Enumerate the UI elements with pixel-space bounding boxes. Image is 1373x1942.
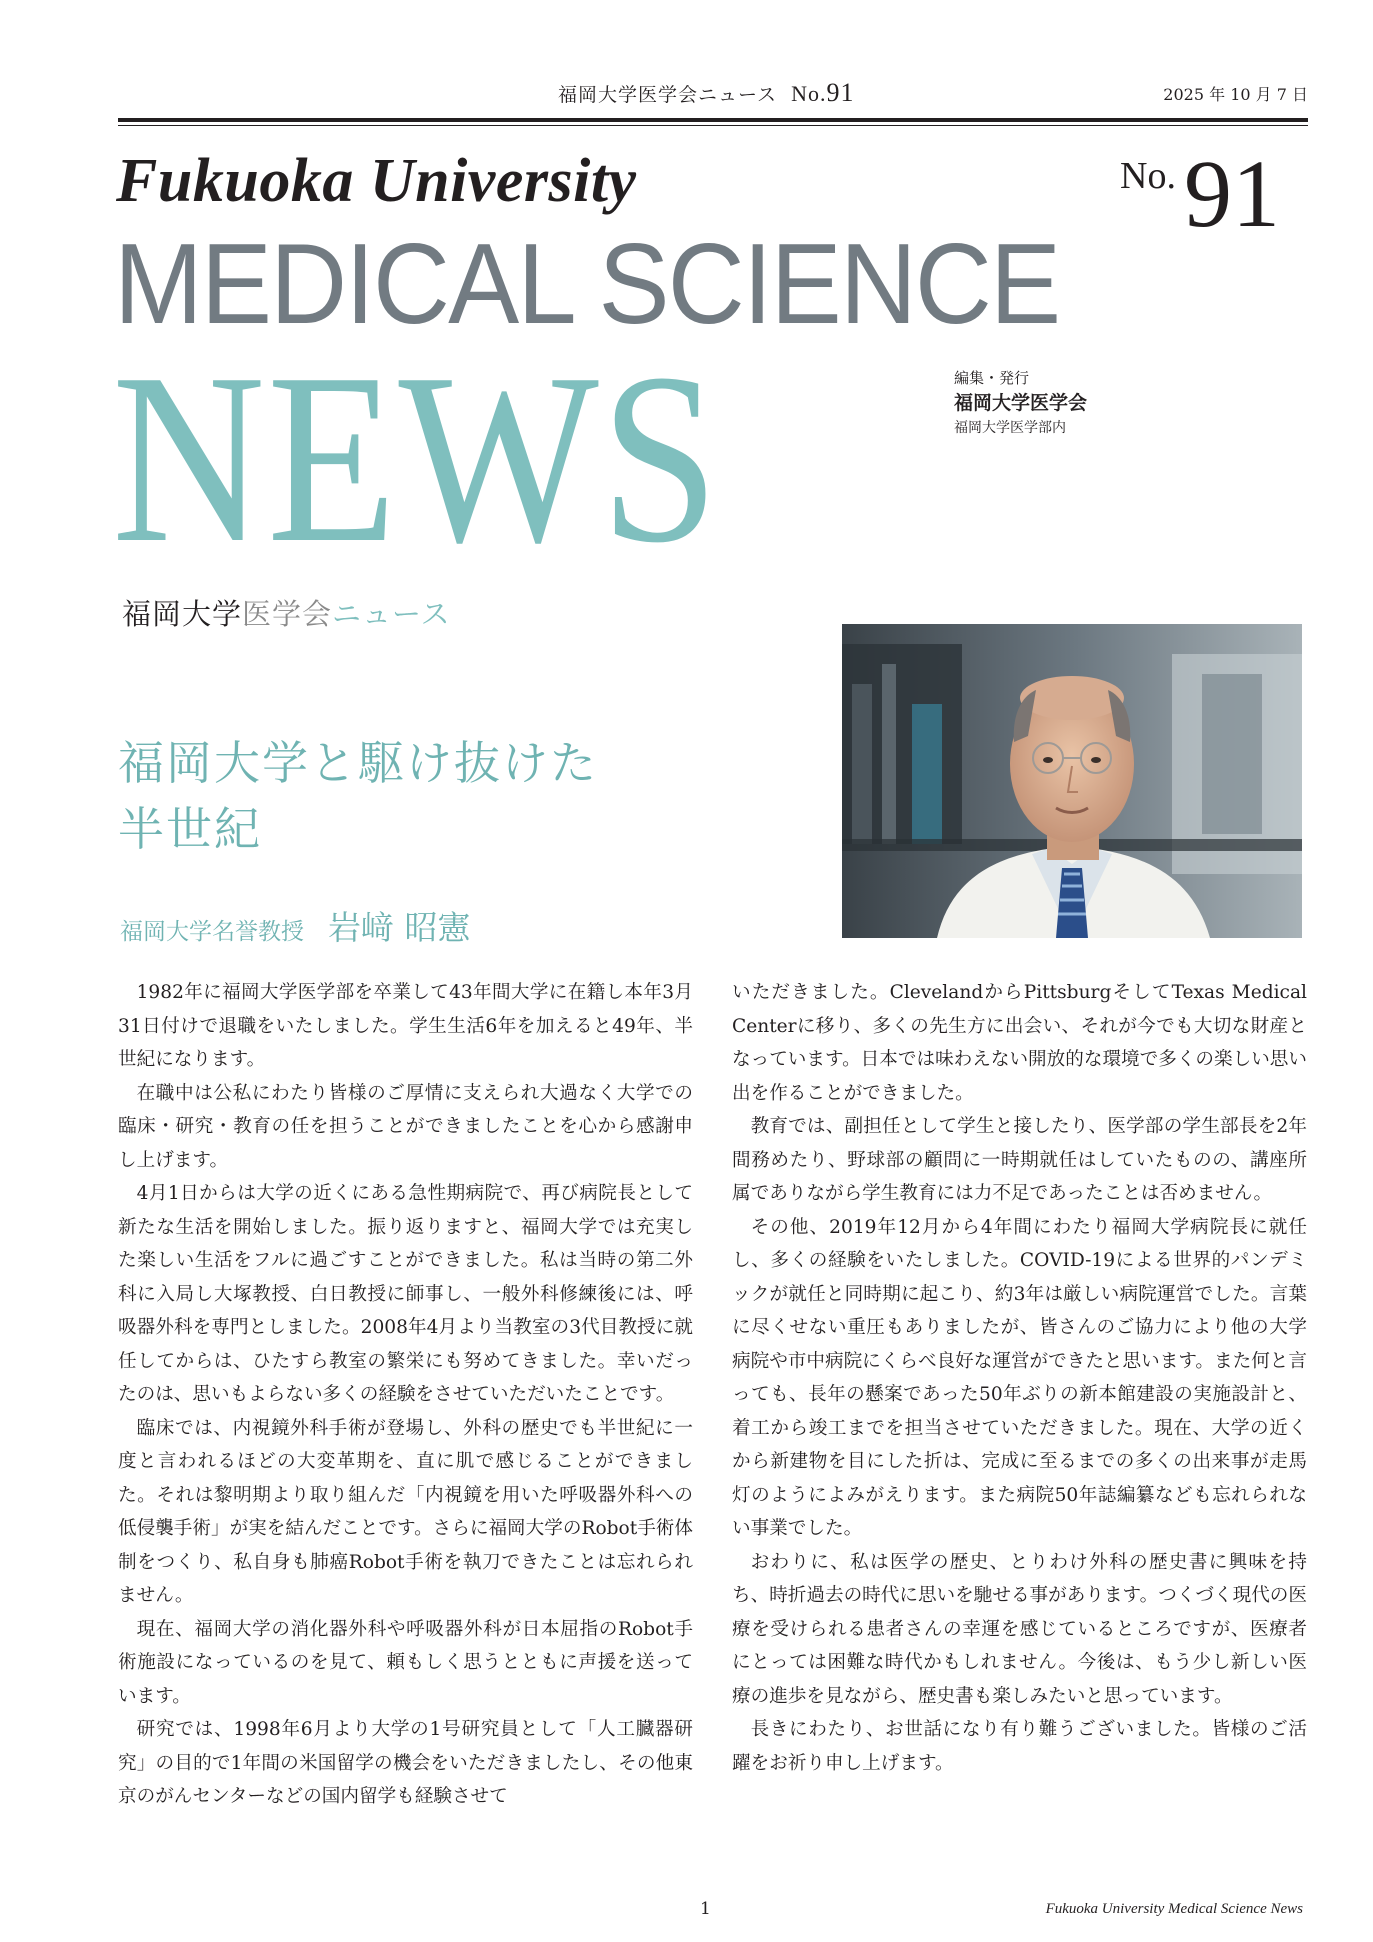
masthead-jp-news: ニュース [332,597,451,631]
article-column-right [732,976,1307,1780]
publisher-address: 福岡大学医学部内 [954,420,1066,436]
header-date: 2025 年 10 月 7 日 [1163,85,1308,104]
article-title-line1: 福岡大学と駆け抜けた [118,736,598,790]
article-title-line2: 半世紀 [118,802,262,856]
masthead-issue-number [1120,140,1280,247]
body-paragraph: おわりに、私は医学の歴史、とりわけ外科の歴史書に興味を持ち、時折過去の時代に思いを馳せる事があります。つくづく現代の医療を受けられる患者さんの幸運を感じているところですが、医療者にとっては困難な時代かもしれません。今後は、もう少し新しい医療の進歩を見ながら、歴史書も楽しみたいと思っています。 [732,1551,1307,1707]
publisher-label: 編集・発行 [954,369,1030,387]
body-paragraph: 長きにわたり、お世話になり有り難うございました。皆様のご活躍をお祈り申し上げます。 [732,1719,1307,1774]
running-header [118,78,1308,112]
page-number: 1 [700,1899,711,1919]
body-paragraph: 研究では、1998年6月より大学の1号研究員として「人工臓器研究」の目的で1年間の米国留学の機会をいただきましたし、その他東京のがんセンターなどの国内留学も経験させて [118,1719,693,1807]
masthead-university: Fukuoka University [116,147,637,215]
body-paragraph: 在職中は公私にわたり皆様のご厚情に支えられ大過なく大学での臨床・研究・教育の任を担うことができましたことを心から感謝申し上げます。 [118,1082,693,1171]
body-paragraph: その他、2019年12月から4年間にわたり福岡大学病院長に就任し、多くの経験をいたしました。COVID-19による世界的パンデミックが就任と同時期に起こり、約3年は厳しい病院運営でした。言葉に尽くせない重圧もありましたが、皆さんのご協力により他の大学病院や市中病院にくらべ良好な運営ができたと思います。また何と言っても、長年の懸案であった50年ぶりの新本館建設の実施設計と、着工から竣工までを担当させていただきました。現在、大学の近くから新建物を目にした折は、完成に至るまでの多くの出来事が走馬灯のようによみがえります。また病院50年誌編纂なども忘れられない事業でした。 [732,1216,1307,1539]
author-role: 福岡大学名誉教授 [120,919,304,945]
masthead-japanese-title [122,592,451,633]
masthead-medical-science: MEDICAL SCIENCE [114,221,1060,348]
article-byline [120,902,471,949]
author-name: 岩﨑 昭憲 [328,908,471,947]
publisher-name: 福岡大学医学会 [954,392,1088,414]
body-paragraph-continued: いただきました。ClevelandからPittsburgそしてTexas Medical Centerに移り、多くの先生方に出会い、それが今でも大切な財産となっています。日本では味わえない開放的な環境で多くの楽しい思い出を作ることができました。 [732,982,1307,1104]
footer-title: Fukuoka University Medical Science News [1045,1901,1303,1917]
body-paragraph: 現在、福岡大学の消化器外科や呼吸器外科が日本屈指のRobot手術施設になっているのを見て、頼もしく思うとともに声援を送っています。 [118,1618,693,1707]
issue-label: No. [1120,155,1176,197]
masthead-jp-university: 福岡大学 [122,597,243,631]
header-rule-thin [118,125,1308,126]
body-paragraph: 教育では、副担任として学生と接したり、医学部の学生部長を2年間務めたり、野球部の顧問に一時期就任はしていたものの、講座所属でありながら学生教育には力不足であったことは否めません。 [732,1116,1307,1204]
author-portrait-photo [842,624,1302,938]
body-paragraph: 1982年に福岡大学医学部を卒業して43年間大学に在籍し本年3月31日付けで退職をいたしました。学生生活6年を加えると49年、半世紀になります。 [118,982,693,1070]
issue-number: 91 [1183,140,1280,247]
article-title [118,730,598,862]
article-column-left [118,976,693,1814]
masthead-news: NEWS [112,323,721,593]
header-issue: No.91 [791,78,855,107]
header-publication [558,78,854,108]
header-publication-name: 福岡大学医学会ニュース [558,84,778,106]
header-rule [118,118,1308,122]
publisher-block [954,368,1087,438]
body-paragraph: 臨床では、内視鏡外科手術が登場し、外科の歴史でも半世紀に一度と言われるほどの大変革期を、直に肌で感じることができました。それは黎明期より取り組んだ「内視鏡を用いた呼吸器外科への低侵襲手術」が実を結んだことです。さらに福岡大学のRobot手術体制をつくり、私自身も肺癌Robot手術を執刀できたことは忘れられません。 [118,1417,693,1606]
masthead-jp-society: 医学会 [242,597,333,631]
body-paragraph: 4月1日からは大学の近くにある急性期病院で、再び病院長として新たな生活を開始しました。振り返りますと、福岡大学では充実した楽しい生活をフルに過ごすことができました。私は当時の第二外科に入局し大塚教授、白日教授に師事し、一般外科修練後には、呼吸器外科を専門としました。2008年4月より当教室の3代目教授に就任してからは、ひたすら教室の繁栄にも努めてきました。幸いだったのは、思いもよらない多くの経験をさせていただいたことです。 [118,1183,693,1405]
